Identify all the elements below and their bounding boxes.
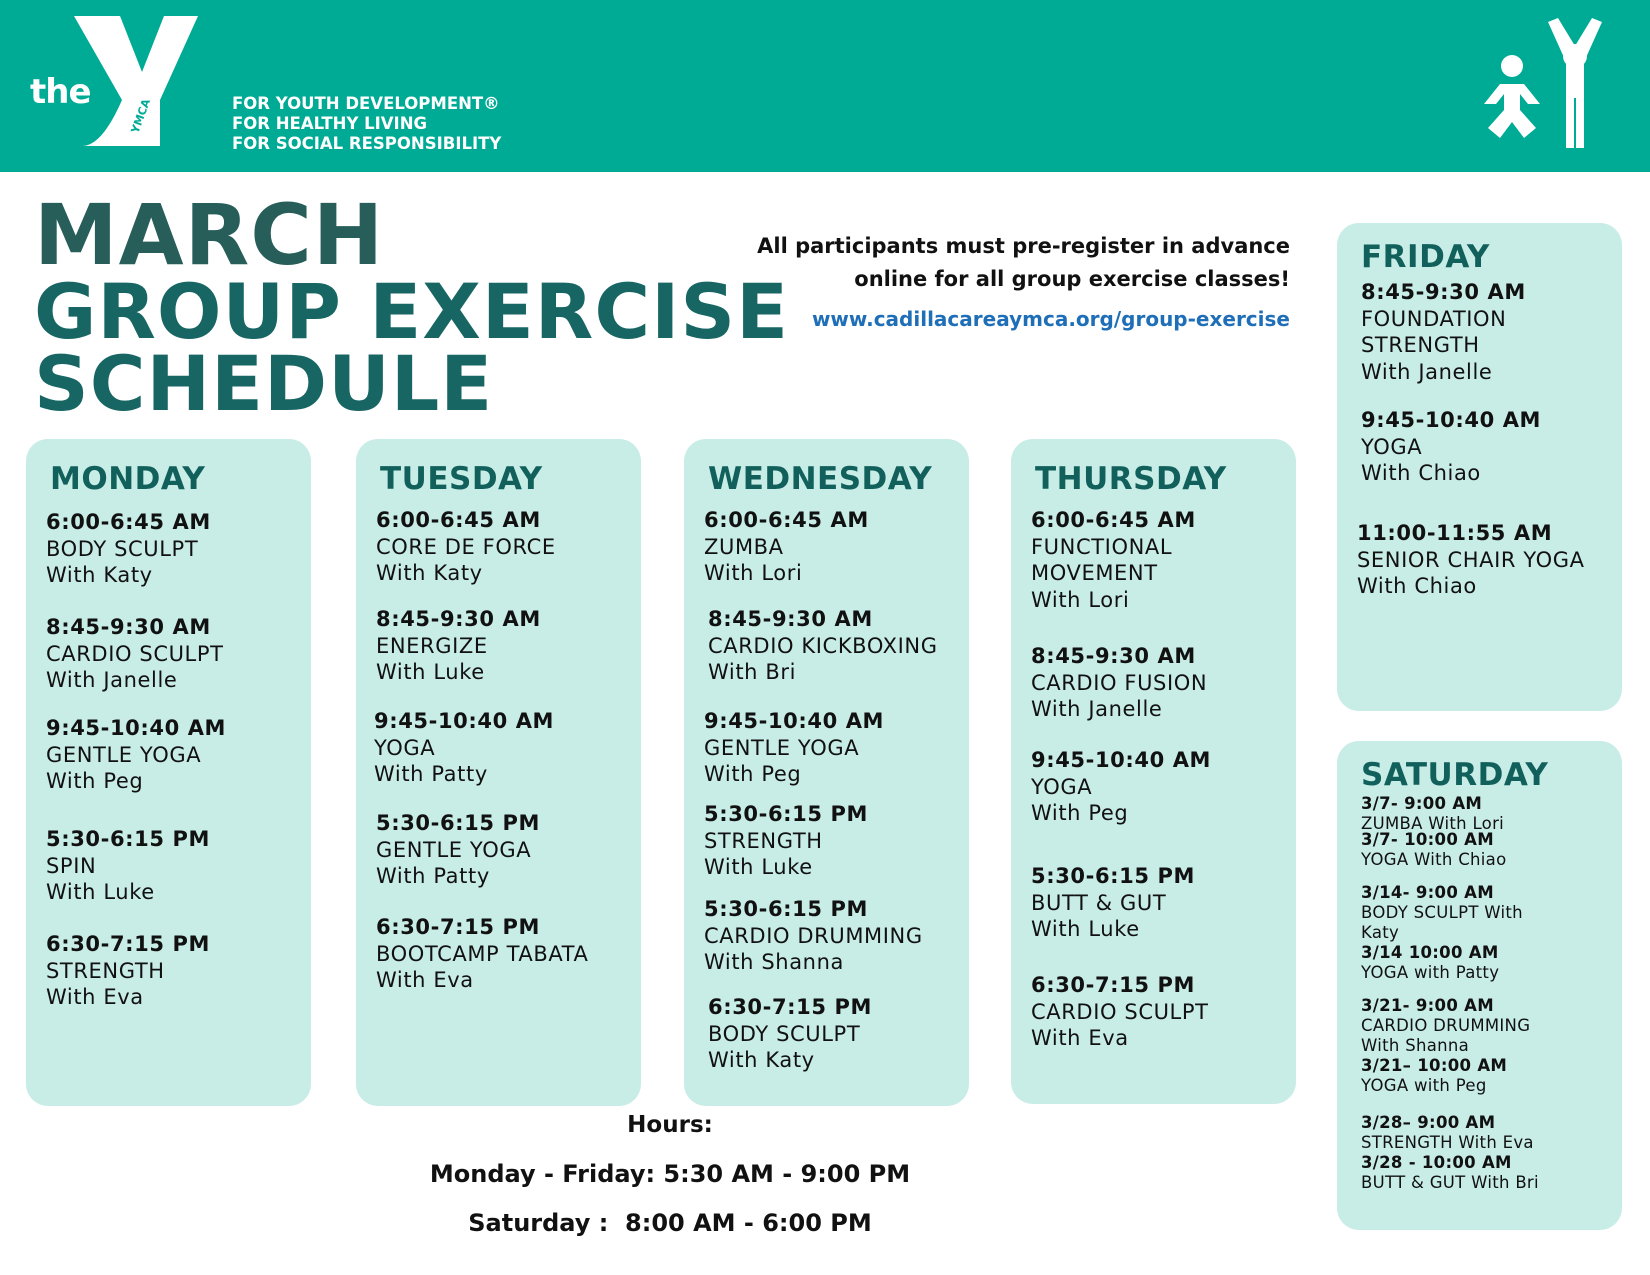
class-name: ZUMBA (704, 534, 784, 559)
class-time: 6:30-7:15 PM (376, 915, 540, 939)
class-entry (704, 708, 884, 788)
class-name: GENTLE YOGA (376, 837, 532, 862)
class-entry (1031, 643, 1207, 723)
class-entry (376, 810, 540, 890)
class-name: CARDIO DRUMMING (704, 923, 923, 948)
class-instructor: With Peg (46, 769, 144, 793)
tagline-line: FOR YOUTH DEVELOPMENT® (232, 94, 500, 113)
class-name: CARDIO KICKBOXING (708, 633, 938, 658)
class-instructor: With Luke (1031, 917, 1140, 941)
day-heading: FRIDAY (1361, 239, 1490, 275)
class-entry (1031, 507, 1196, 613)
class-time: 6:30-7:15 PM (708, 995, 872, 1019)
class-entry (46, 826, 210, 906)
class-desc: STRENGTH With Eva (1361, 1133, 1534, 1152)
class-time: 3/7- 10:00 AM (1361, 830, 1494, 849)
class-entry (704, 507, 869, 587)
logo-the-text: the (30, 72, 91, 112)
class-time: 3/14- 9:00 AM (1361, 883, 1494, 902)
class-time: 3/21- 9:00 AM (1361, 996, 1494, 1015)
class-name: SPIN (46, 853, 97, 878)
class-time: 8:45-9:30 AM (1031, 644, 1196, 668)
class-entry (1361, 407, 1541, 487)
class-name: BODY SCULPT (708, 1021, 861, 1046)
class-entry (374, 708, 554, 788)
schedule-title (34, 186, 790, 428)
class-time: 9:45-10:40 AM (1361, 408, 1542, 432)
saturday-class (1361, 1056, 1507, 1096)
class-time: 9:45-10:40 AM (374, 709, 555, 733)
class-entry (46, 715, 226, 795)
class-time: 6:30-7:15 PM (46, 932, 210, 956)
saturday-class (1361, 943, 1499, 983)
class-instructor: With Patty (374, 762, 488, 786)
class-instructor: With Luke (704, 855, 813, 879)
class-desc: CARDIO DRUMMING (1361, 1016, 1531, 1035)
class-desc-cont: With Shanna (1361, 1036, 1470, 1055)
class-name: BOOTCAMP TABATA (376, 941, 589, 966)
class-time: 5:30-6:15 PM (704, 802, 868, 826)
saturday-class (1361, 996, 1530, 1056)
saturday-class (1361, 1153, 1539, 1193)
class-instructor: With Patty (376, 864, 490, 888)
tagline-line: FOR HEALTHY LIVING (232, 114, 428, 133)
class-entry (708, 994, 872, 1074)
class-instructor: With Eva (376, 968, 474, 992)
day-card-saturday (1337, 741, 1622, 1230)
class-name-cont: STRENGTH (1361, 333, 1480, 357)
class-instructor: With Janelle (46, 668, 178, 692)
class-name: BODY SCULPT (46, 536, 199, 561)
class-time: 5:30-6:15 PM (704, 897, 868, 921)
class-name: GENTLE YOGA (704, 735, 860, 760)
hours-label: Hours: (627, 1112, 713, 1138)
class-time: 5:30-6:15 PM (46, 827, 210, 851)
class-instructor: With Janelle (1031, 697, 1163, 721)
class-time: 9:45-10:40 AM (46, 716, 227, 740)
class-entry (376, 914, 588, 994)
class-entry (704, 896, 923, 976)
class-instructor: With Lori (704, 561, 803, 585)
class-entry (46, 931, 210, 1011)
day-heading: TUESDAY (380, 461, 543, 497)
class-desc: BODY SCULPT With (1361, 903, 1523, 922)
class-instructor: With Katy (708, 1048, 815, 1072)
class-name: YOGA (1361, 434, 1423, 459)
class-name: FOUNDATION (1361, 306, 1507, 331)
class-time: 6:30-7:15 PM (1031, 973, 1195, 997)
day-card-monday (26, 439, 311, 1106)
class-instructor: With Peg (704, 762, 802, 786)
ymca-wordmark: YMCA (128, 97, 153, 136)
class-entry (46, 509, 211, 589)
class-instructor: With Chiao (1357, 574, 1477, 598)
class-time: 6:00-6:45 AM (46, 510, 211, 534)
class-instructor: With Chiao (1361, 461, 1481, 485)
class-instructor: With Shanna (704, 950, 844, 974)
class-time: 6:00-6:45 AM (1031, 508, 1196, 532)
day-card-friday (1337, 223, 1622, 711)
class-name: YOGA (374, 735, 436, 760)
class-entry (376, 507, 556, 587)
class-time: 8:45-9:30 AM (1361, 280, 1526, 304)
title-line-3: SCHEDULE (34, 338, 494, 428)
registration-link[interactable]: www.cadillacareaymca.org/group-exercise (811, 307, 1290, 331)
class-instructor: With Lori (1031, 587, 1130, 612)
header-banner (0, 0, 1650, 172)
class-instructor: With Katy (376, 561, 483, 585)
class-entry (376, 606, 541, 686)
class-name: YOGA (1031, 774, 1093, 799)
day-card-wednesday (684, 439, 969, 1106)
class-name: BUTT & GUT (1031, 890, 1167, 915)
day-card-thursday (1011, 439, 1296, 1104)
class-name: CARDIO SCULPT (1031, 999, 1209, 1024)
class-desc: YOGA With Chiao (1361, 850, 1507, 869)
class-instructor: With Eva (1031, 1026, 1129, 1050)
class-time: 8:45-9:30 AM (376, 607, 541, 631)
title-line-2: GROUP EXERCISE (34, 266, 790, 356)
class-instructor: With Luke (376, 660, 485, 684)
class-name: STRENGTH (46, 958, 165, 983)
class-instructor: With Luke (46, 880, 155, 904)
class-name: GENTLE YOGA (46, 742, 202, 767)
class-instructor: With Katy (46, 563, 153, 587)
registration-notice (700, 230, 1290, 296)
tagline (232, 94, 501, 154)
class-time: 5:30-6:15 PM (376, 811, 540, 835)
class-entry (1031, 863, 1195, 943)
class-time: 3/28 - 10:00 AM (1361, 1153, 1512, 1172)
saturday-class (1361, 794, 1504, 834)
class-time: 3/14 10:00 AM (1361, 943, 1499, 962)
class-desc-cont: Katy (1361, 923, 1400, 942)
class-entry (1357, 520, 1585, 600)
title-month: MARCH (34, 186, 385, 284)
class-name-cont: MOVEMENT (1031, 561, 1158, 585)
class-time: 9:45-10:40 AM (704, 709, 885, 733)
class-entry (704, 801, 868, 881)
day-heading: SATURDAY (1361, 757, 1549, 793)
class-entry (1031, 972, 1209, 1052)
day-heading: THURSDAY (1035, 461, 1227, 497)
class-time: 3/7- 9:00 AM (1361, 794, 1483, 813)
class-instructor: With Eva (46, 985, 144, 1009)
class-instructor: With Peg (1031, 801, 1129, 825)
notice-line-1: All participants must pre-register in advance (757, 234, 1290, 258)
hours-weekday: Monday - Friday: 5:30 AM - 9:00 PM (429, 1160, 911, 1188)
class-time: 11:00-11:55 AM (1357, 521, 1553, 545)
class-time: 3/28– 9:00 AM (1361, 1113, 1496, 1132)
class-name: CARDIO FUSION (1031, 670, 1208, 695)
class-desc: ZUMBA With Lori (1361, 814, 1505, 833)
class-time: 3/21– 10:00 AM (1361, 1056, 1508, 1075)
day-heading: WEDNESDAY (708, 461, 933, 497)
hours-saturday: Saturday : 8:00 AM - 6:00 PM (468, 1209, 872, 1237)
notice-line-2: online for all group exercise classes! (854, 267, 1290, 291)
class-instructor: With Bri (708, 660, 797, 684)
day-heading: MONDAY (50, 461, 206, 497)
class-time: 6:00-6:45 AM (376, 508, 541, 532)
class-time: 8:45-9:30 AM (708, 607, 873, 631)
saturday-class (1361, 830, 1506, 870)
class-entry (708, 606, 938, 686)
class-desc: YOGA with Patty (1361, 963, 1500, 982)
class-name: STRENGTH (704, 828, 823, 853)
class-time: 8:45-9:30 AM (46, 615, 211, 639)
ymca-y-logo-icon (72, 14, 207, 154)
class-name: FUNCTIONAL (1031, 534, 1173, 559)
tagline-line: FOR SOCIAL RESPONSIBILITY (232, 134, 502, 153)
class-name: ENERGIZE (376, 633, 488, 658)
class-instructor: With Janelle (1361, 359, 1493, 384)
class-entry (46, 614, 224, 694)
class-entry (1031, 747, 1211, 827)
day-card-tuesday (356, 439, 641, 1106)
class-desc: BUTT & GUT With Bri (1361, 1173, 1539, 1192)
class-name: SENIOR CHAIR YOGA (1357, 547, 1585, 572)
class-name: CARDIO SCULPT (46, 641, 224, 666)
exercise-figures-icon (1478, 18, 1608, 154)
class-time: 5:30-6:15 PM (1031, 864, 1195, 888)
class-entry (1361, 279, 1526, 385)
saturday-class (1361, 883, 1523, 943)
class-time: 6:00-6:45 AM (704, 508, 869, 532)
saturday-class (1361, 1113, 1534, 1153)
class-desc: YOGA with Peg (1361, 1076, 1487, 1095)
class-time: 9:45-10:40 AM (1031, 748, 1212, 772)
class-name: CORE DE FORCE (376, 534, 556, 559)
